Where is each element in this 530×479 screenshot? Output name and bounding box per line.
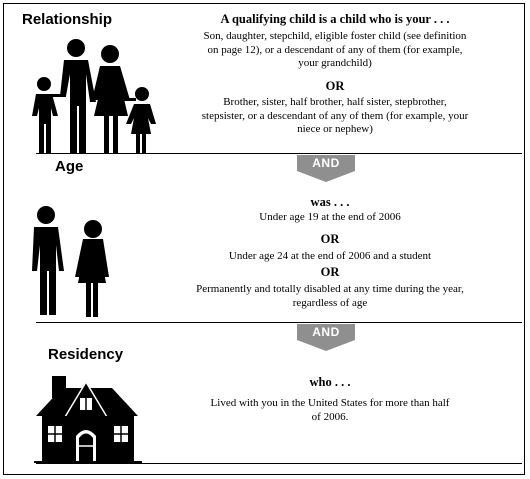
age-title: was . . . <box>310 195 350 209</box>
down-arrow-icon <box>297 340 355 351</box>
section-divider <box>36 153 522 154</box>
age-or-1: OR <box>320 232 340 246</box>
and-label: AND <box>297 324 355 340</box>
relationship-option-1-line: on page 12), or a descendant of any of them (for example, <box>207 43 463 56</box>
age-or-2: OR <box>320 265 340 279</box>
residency-test-line: Lived with you in the United States for more than half <box>210 397 450 409</box>
age-test-3-line: regardless of age <box>292 296 368 309</box>
residency-heading: Residency <box>48 346 124 363</box>
and-connector-1 <box>297 155 355 182</box>
relationship-option-2-line: niece or nephew) <box>297 123 373 135</box>
residency-test <box>170 397 490 424</box>
family-icon <box>28 38 160 154</box>
relationship-option-1 <box>170 30 500 71</box>
relationship-option-1-line: your grandchild) <box>298 57 372 69</box>
age-test-3 <box>170 283 490 310</box>
and-label: AND <box>297 155 355 171</box>
relationship-option-1-line: Son, daughter, stepchild, eligible foster child (see definition <box>203 30 467 42</box>
relationship-option-2 <box>170 96 500 137</box>
section-divider <box>36 322 522 323</box>
relationship-title: A qualifying child is a child who is your . . . <box>220 12 450 26</box>
house-icon <box>34 372 142 464</box>
residency-title: who . . . <box>309 375 351 389</box>
residency-test-line: of 2006. <box>311 410 349 423</box>
age-test-1: Under age 19 at the end of 2006 <box>259 211 401 223</box>
relationship-option-2-line: stepsister, or a descendant of any of them (for example, your <box>201 109 469 122</box>
relationship-option-2-line: Brother, sister, half brother, half sister, stepbrother, <box>223 96 447 108</box>
couple-icon <box>28 205 116 317</box>
relationship-or: OR <box>325 79 345 93</box>
age-heading: Age <box>55 158 84 175</box>
and-connector-2 <box>297 324 355 351</box>
down-arrow-icon <box>297 171 355 182</box>
relationship-heading: Relationship <box>22 11 113 28</box>
age-test-3-line: Permanently and totally disabled at any time during the year, <box>196 283 464 295</box>
section-divider <box>36 463 522 464</box>
age-test-2: Under age 24 at the end of 2006 and a student <box>228 250 432 262</box>
